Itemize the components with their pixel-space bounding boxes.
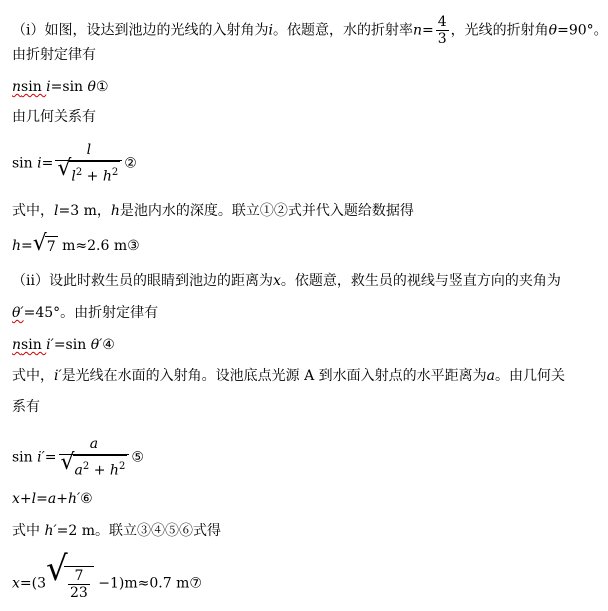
text: = [422,22,434,39]
denominator [55,156,122,187]
var-i: i [46,79,51,95]
line-7 [12,231,140,256]
line-1 [12,14,608,47]
var-a: a [486,368,496,384]
line-6 [12,202,414,220]
var-h-prime: h′ [67,491,81,507]
var-h-prime: h′ [44,523,57,539]
var-l: l [54,203,59,219]
line-13 [12,434,144,481]
sqrt [32,231,58,256]
radicand: 7 [45,236,58,256]
text: =3 m， [58,203,111,219]
denominator: 3 [437,31,447,47]
var-x: x [12,575,20,592]
denominator: 23 [70,585,88,601]
var-theta-prime: θ′ [90,337,103,353]
var-i-prime: i′ [46,337,54,353]
radicand [69,161,120,187]
text: =(3 [19,575,47,592]
text: 式中， [12,203,54,219]
plus: + [56,491,68,507]
fraction-a-over-root [59,434,130,481]
equation-number: ⑤ [131,449,144,466]
text: = [44,449,57,466]
var-l: l [71,168,76,185]
numerator: l [55,140,122,161]
line-4: 由几何关系有 [12,109,96,125]
text: sin [21,337,47,353]
text: = [41,155,54,172]
line-5 [12,140,137,187]
text: sin [12,449,38,466]
var-h: h [110,203,120,219]
line-14 [12,490,93,508]
radical-sign: √ [32,231,47,256]
sqrt [46,549,94,601]
equals: = [36,491,48,507]
var-h: h [109,462,119,479]
var-i-prime: i′ [54,368,62,384]
radical-sign: √ [60,450,75,475]
text: （i）如图，设达到池边的光线的入射角为 [12,22,269,39]
line-11 [12,367,565,385]
fraction-4-3 [436,14,449,47]
text: =90°。 [557,22,608,39]
text: 是光线在水面的入射角。设池底点光源 A 到水面入射点的水平距离为 [61,368,487,384]
equation-number: ⑥ [80,491,93,507]
radical-sign: √ [57,156,72,181]
radicand [64,566,94,601]
radical-sign: √ [46,549,68,589]
sqrt [57,156,120,187]
radicand [73,455,128,481]
var-l: l [31,491,37,507]
var-theta-prime: θ′ [12,305,24,321]
text: m≈2.6 m [57,238,128,254]
numerator: a [59,434,130,455]
line-9 [12,304,158,322]
var-n: n [412,22,422,39]
text: 是池内水的深度。联立①②式并代入题给数据得 [119,203,414,219]
text: = [21,238,33,254]
text: =sin [53,337,91,353]
plus: + [19,491,32,507]
equation-number: ⑦ [189,575,202,592]
var-x: x [12,491,20,507]
exponent: 2 [111,167,119,178]
text: 式中， [12,368,54,384]
fraction-l-over-root [55,140,122,187]
line-10 [12,336,115,354]
denominator [59,450,130,481]
equation-number: ① [95,79,109,95]
plus: + [82,168,103,185]
plus: + [89,462,110,479]
var-n: n [12,79,22,95]
equation-number: ② [124,155,137,172]
line-15 [12,522,221,540]
var-n: n [12,337,22,353]
text: =2 m。联立③④⑤⑥式得 [56,523,222,539]
line-8 [12,272,561,290]
var-a: a [74,462,83,479]
line-12: 系有 [12,399,40,415]
var-i: i [268,22,273,39]
numerator: 7 [68,568,90,585]
text: ，光线的折射角 [450,22,549,39]
text: （ii）设此时救生员的眼睛到池边的距离为 [12,273,273,289]
exponent: 2 [75,167,83,178]
var-i: i [37,155,42,172]
text: sin [12,155,38,172]
text: 式中 [12,523,45,539]
text: sin [21,79,47,95]
numerator: 4 [437,14,447,30]
var-theta: θ [87,79,96,95]
line-16 [12,549,202,601]
equation-number: ③ [127,238,140,254]
text: 。由几何关 [495,368,566,384]
line-3 [12,78,109,96]
var-i-prime: i′ [37,449,45,466]
text: =45°。由折射定律有 [23,305,159,321]
text: −1)m≈0.7 m [93,575,190,592]
var-x: x [272,273,281,289]
text: 。依题意，救生员的视线与竖直方向的夹角为 [280,273,561,289]
var-a: a [47,491,57,507]
sqrt [60,450,128,481]
line-2: 由折射定律有 [12,47,96,63]
exponent: 2 [118,461,126,472]
equation-number: ④ [102,337,115,353]
exponent: 2 [82,461,90,472]
text: =sin [50,79,88,95]
var-h: h [102,168,112,185]
fraction-7-23 [68,568,90,601]
var-theta: θ [548,22,558,39]
text: 。依题意，水的折射率 [272,22,413,39]
var-h: h [12,238,22,254]
